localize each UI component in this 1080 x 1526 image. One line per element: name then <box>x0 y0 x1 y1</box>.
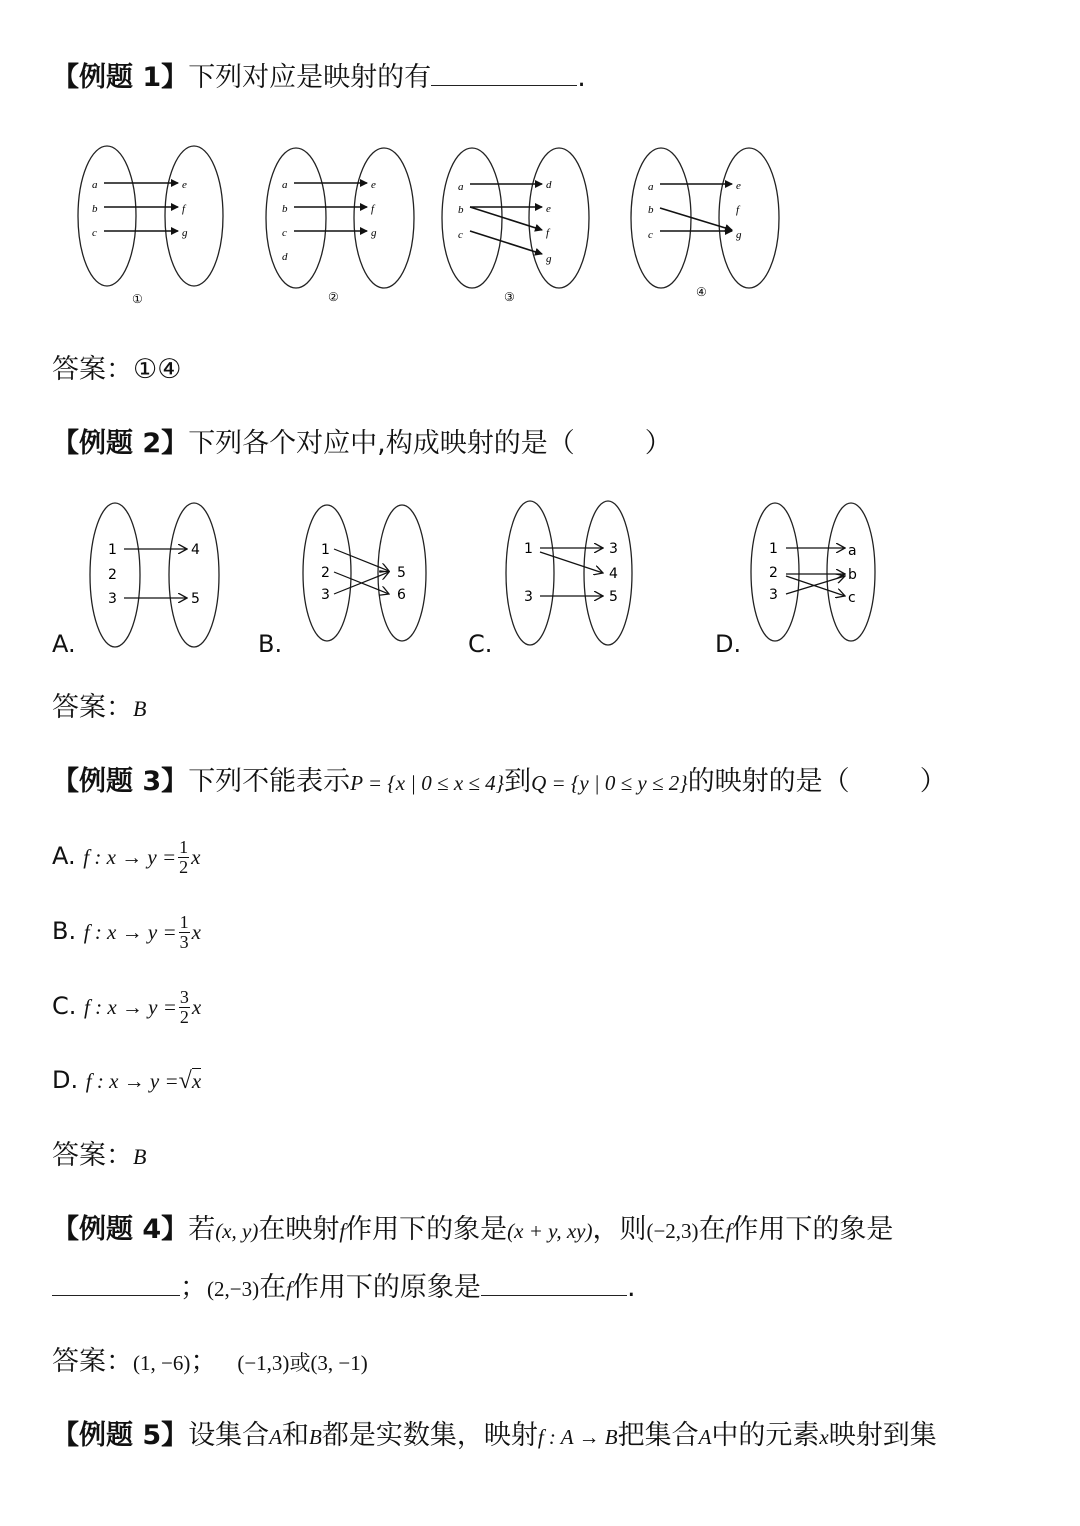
example-5-question: 【例题 5】设集合A和B都是实数集，映射f : A → B把集合A中的元素x映射到集 <box>52 1420 937 1451</box>
option-c-diagram <box>506 501 632 645</box>
example-2-diagrams <box>0 0 1080 680</box>
svg-text:1: 1 <box>108 542 117 558</box>
example-4-question-line-1: 【例题 4】若(x, y)在映射f作用下的象是(x + y, xy)，则(−2,3)在f作用下的象是 <box>52 1214 894 1245</box>
option-b-label: B. <box>258 630 283 658</box>
example-4-question-line-2: ；(2,−3)在f作用下的原象是 . <box>52 1272 636 1304</box>
svg-text:1: 1 <box>321 542 330 558</box>
svg-text:g: g <box>736 229 742 241</box>
option-a-label: A. <box>52 630 76 658</box>
svg-text:e: e <box>371 179 376 191</box>
svg-text:a: a <box>848 543 857 559</box>
svg-text:3: 3 <box>321 587 330 603</box>
option-d-diagram <box>751 503 875 641</box>
fraction: $\frac{3}{2}$ <box>179 987 189 1027</box>
svg-text:2: 2 <box>769 565 778 581</box>
example-1-question: 【例题 1】下列对应是映射的有 . <box>52 62 586 93</box>
svg-text:f: f <box>546 227 550 239</box>
example-4-answer: 答案：(1, −6)； (−1,3)或(3, −1) <box>52 1346 368 1377</box>
example-2-text: 下列各个对应中,构成映射的是（ <box>188 428 575 459</box>
svg-text:1: 1 <box>524 541 533 557</box>
option-a: A. f : x → y = $\frac{1}{2}$ x <box>52 837 201 877</box>
option-b-diagram <box>303 505 426 641</box>
svg-text:2: 2 <box>108 567 117 583</box>
svg-text:e: e <box>736 180 741 192</box>
svg-text:b: b <box>92 203 98 215</box>
svg-text:①: ① <box>132 292 143 306</box>
example-4-label: 【例题 4】 <box>52 1214 189 1245</box>
svg-text:d: d <box>546 179 552 191</box>
svg-text:3: 3 <box>108 591 117 607</box>
svg-text:c: c <box>282 227 287 239</box>
option-b: B. f : x → y = $\frac{1}{3}$ x <box>52 912 201 952</box>
svg-text:d: d <box>282 251 288 263</box>
svg-text:a: a <box>648 181 654 193</box>
example-3-question: 【例题 3】下列不能表示P = {x | 0 ≤ x ≤ 4}到Q = {y | 0 ≤ y ≤ 2}的映射的是（ ） <box>52 766 947 797</box>
example-2-question: 【例题 2】下列各个对应中,构成映射的是（ ） <box>52 428 672 459</box>
svg-text:6: 6 <box>397 587 406 603</box>
example-5-label: 【例题 5】 <box>52 1420 189 1451</box>
svg-text:b: b <box>282 203 288 215</box>
set-q: Q = {y | 0 ≤ y ≤ 2} <box>531 771 688 795</box>
option-a-diagram <box>90 503 219 647</box>
example-1-label: 【例题 1】 <box>52 62 189 93</box>
svg-text:f: f <box>371 203 375 215</box>
svg-text:g: g <box>371 227 377 239</box>
svg-text:c: c <box>648 229 653 241</box>
svg-text:c: c <box>848 590 856 606</box>
example-2-answer: 答案：B <box>52 692 147 723</box>
option-d: D. f : x → y =√x <box>52 1066 202 1094</box>
svg-text:3: 3 <box>524 589 533 605</box>
svg-text:c: c <box>92 227 97 239</box>
svg-text:3: 3 <box>769 587 778 603</box>
answer-blank <box>481 1273 627 1296</box>
example-3-label: 【例题 3】 <box>52 766 189 797</box>
svg-text:5: 5 <box>397 565 406 581</box>
svg-text:a: a <box>282 179 288 191</box>
svg-text:a: a <box>458 181 464 193</box>
svg-text:b: b <box>848 567 857 583</box>
svg-text:e: e <box>546 203 551 215</box>
svg-text:f: f <box>182 203 186 215</box>
svg-text:3: 3 <box>609 541 618 557</box>
option-c: C. f : x → y = $\frac{3}{2}$ x <box>52 987 202 1027</box>
svg-text:5: 5 <box>609 589 618 605</box>
svg-text:b: b <box>648 204 654 216</box>
example-3-answer: 答案：B <box>52 1140 147 1171</box>
svg-text:4: 4 <box>609 566 618 582</box>
option-c-label: C. <box>468 630 493 658</box>
svg-text:c: c <box>458 229 463 241</box>
svg-text:g: g <box>546 253 552 265</box>
answer-value: B <box>133 1144 147 1169</box>
svg-text:5: 5 <box>191 591 200 607</box>
example-2-label: 【例题 2】 <box>52 428 189 459</box>
svg-text:e: e <box>182 179 187 191</box>
svg-text:1: 1 <box>769 541 778 557</box>
option-d-label: D. <box>715 630 742 658</box>
svg-text:④: ④ <box>696 285 707 299</box>
svg-text:③: ③ <box>504 290 515 304</box>
fraction: $\frac{1}{2}$ <box>179 837 189 877</box>
answer-blank <box>52 1273 180 1296</box>
svg-text:②: ② <box>328 290 339 304</box>
svg-text:f: f <box>736 204 740 216</box>
svg-text:4: 4 <box>191 542 200 558</box>
svg-text:g: g <box>182 227 188 239</box>
svg-text:a: a <box>92 179 98 191</box>
fraction: $\frac{1}{3}$ <box>179 912 189 952</box>
answer-value: ①④ <box>133 354 182 385</box>
svg-text:2: 2 <box>321 565 330 581</box>
answer-value: B <box>133 696 147 721</box>
svg-text:b: b <box>458 204 464 216</box>
example-1-answer: 答案：①④ <box>52 354 182 385</box>
example-1-text: 下列对应是映射的有 <box>188 62 432 93</box>
set-p: P = {x | 0 ≤ x ≤ 4} <box>350 771 505 795</box>
